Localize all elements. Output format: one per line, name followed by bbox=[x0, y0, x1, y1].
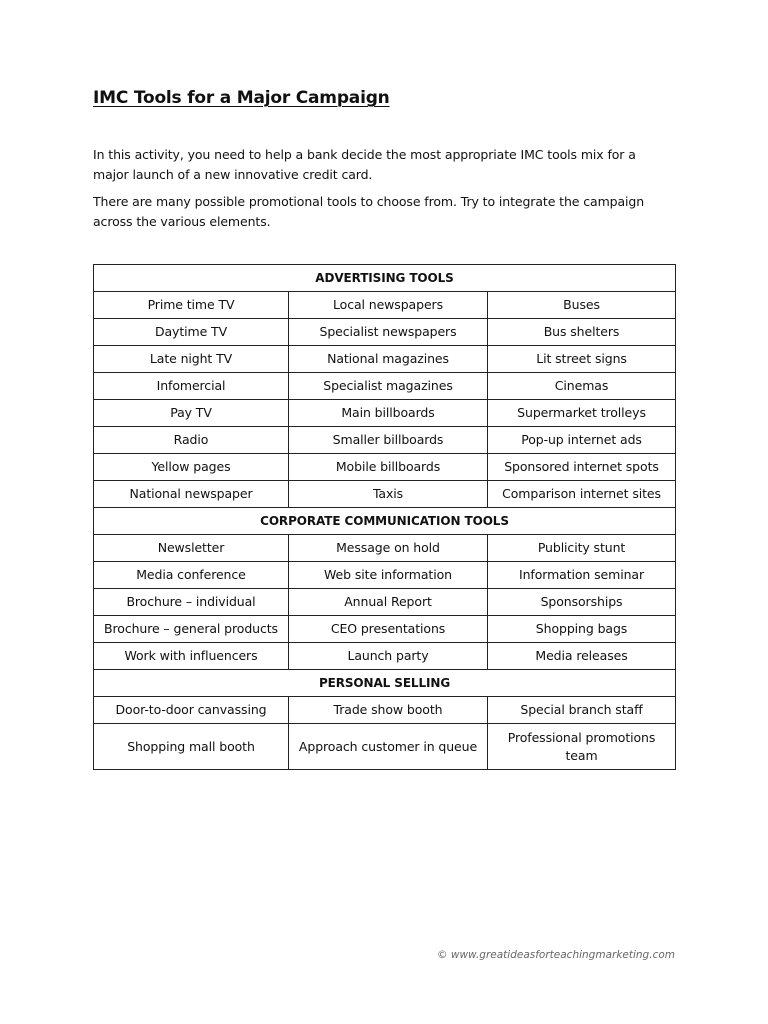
table-cell: Shopping mall booth bbox=[94, 724, 289, 770]
table-cell: CEO presentations bbox=[289, 616, 488, 643]
table-cell: Taxis bbox=[289, 481, 488, 508]
table-cell: Launch party bbox=[289, 643, 488, 670]
table-row bbox=[94, 454, 676, 481]
table-cell: Mobile billboards bbox=[289, 454, 488, 481]
table-cell: Media conference bbox=[94, 562, 289, 589]
table-cell: Main billboards bbox=[289, 400, 488, 427]
table-row bbox=[94, 481, 676, 508]
advertising-tools-header: ADVERTISING TOOLS bbox=[94, 265, 676, 292]
section-header-row bbox=[94, 670, 676, 697]
table-row bbox=[94, 535, 676, 562]
table-cell: Work with influencers bbox=[94, 643, 289, 670]
table-cell: Special branch staff bbox=[488, 697, 676, 724]
imc-tools-table bbox=[93, 264, 676, 770]
table-cell: Annual Report bbox=[289, 589, 488, 616]
table-row bbox=[94, 373, 676, 400]
table-cell: Web site information bbox=[289, 562, 488, 589]
table-row bbox=[94, 292, 676, 319]
table-row bbox=[94, 346, 676, 373]
table-cell: Specialist magazines bbox=[289, 373, 488, 400]
table-cell: Professional promotions team bbox=[488, 724, 676, 770]
table-cell: Infomercial bbox=[94, 373, 289, 400]
table-row bbox=[94, 697, 676, 724]
section-header-row bbox=[94, 508, 676, 535]
table-cell: Lit street signs bbox=[488, 346, 676, 373]
footer-copyright: © www.greatideasforteachingmarketing.com bbox=[437, 949, 675, 961]
table-row bbox=[94, 562, 676, 589]
table-cell: Sponsored internet spots bbox=[488, 454, 676, 481]
table-row bbox=[94, 319, 676, 346]
table-cell: Daytime TV bbox=[94, 319, 289, 346]
intro-paragraph-2: There are many possible promotional tools to choose from. Try to integrate the campaign across the various elements. bbox=[93, 194, 645, 229]
table-cell: Approach customer in queue bbox=[289, 724, 488, 770]
table-cell: Buses bbox=[488, 292, 676, 319]
table-cell: Brochure – individual bbox=[94, 589, 289, 616]
table-cell: Cinemas bbox=[488, 373, 676, 400]
page-title: IMC Tools for a Major Campaign bbox=[93, 88, 390, 108]
table-cell: Sponsorships bbox=[488, 589, 676, 616]
table-cell: Shopping bags bbox=[488, 616, 676, 643]
table-cell: Publicity stunt bbox=[488, 535, 676, 562]
table-row bbox=[94, 400, 676, 427]
table-cell: Yellow pages bbox=[94, 454, 289, 481]
table-cell: Late night TV bbox=[94, 346, 289, 373]
personal-selling-header: PERSONAL SELLING bbox=[94, 670, 676, 697]
table-cell: Trade show booth bbox=[289, 697, 488, 724]
section-header-row bbox=[94, 265, 676, 292]
table-cell: Pay TV bbox=[94, 400, 289, 427]
table-cell: Radio bbox=[94, 427, 289, 454]
table-cell: National newspaper bbox=[94, 481, 289, 508]
table-row bbox=[94, 724, 676, 770]
table-cell: Newsletter bbox=[94, 535, 289, 562]
table-cell: National magazines bbox=[289, 346, 488, 373]
table-row bbox=[94, 427, 676, 454]
table-cell: Door-to-door canvassing bbox=[94, 697, 289, 724]
table-cell: Prime time TV bbox=[94, 292, 289, 319]
table-row bbox=[94, 589, 676, 616]
table-cell: Specialist newspapers bbox=[289, 319, 488, 346]
table-cell: Pop-up internet ads bbox=[488, 427, 676, 454]
corporate-communication-tools-header: CORPORATE COMMUNICATION TOOLS bbox=[94, 508, 676, 535]
table-cell: Message on hold bbox=[289, 535, 488, 562]
table-cell: Brochure – general products bbox=[94, 616, 289, 643]
intro-paragraph-1: In this activity, you need to help a bank decide the most appropriate IMC tools mix for a major launch of a new innovative credit card. bbox=[93, 147, 636, 182]
table-cell: Bus shelters bbox=[488, 319, 676, 346]
table-cell: Media releases bbox=[488, 643, 676, 670]
table-cell: Information seminar bbox=[488, 562, 676, 589]
table-cell: Smaller billboards bbox=[289, 427, 488, 454]
table-cell: Comparison internet sites bbox=[488, 481, 676, 508]
table-row bbox=[94, 616, 676, 643]
table-row bbox=[94, 643, 676, 670]
table-cell: Supermarket trolleys bbox=[488, 400, 676, 427]
table-cell: Local newspapers bbox=[289, 292, 488, 319]
